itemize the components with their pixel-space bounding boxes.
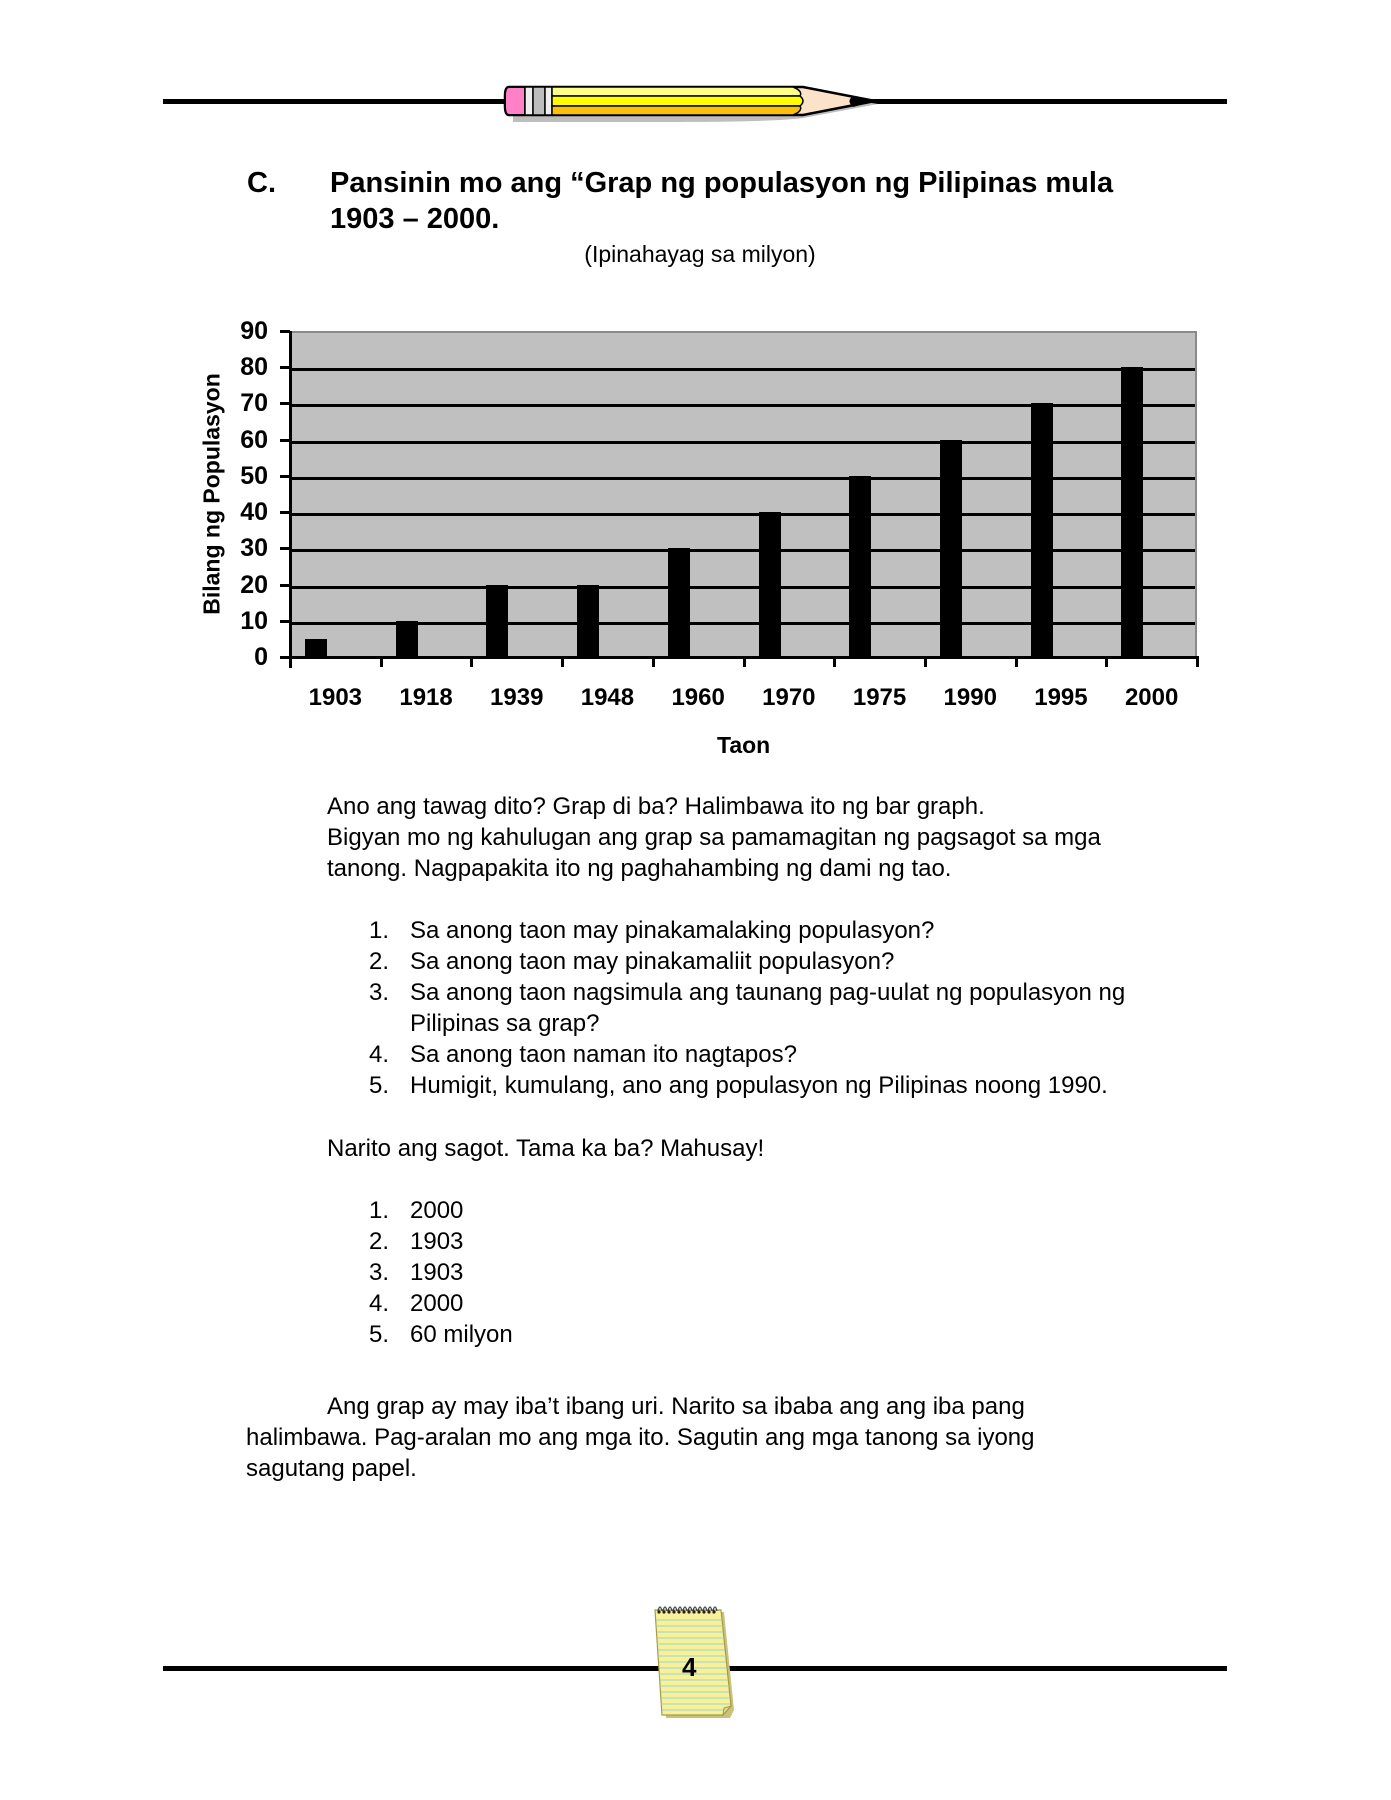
intro-line: Ano ang tawag dito? Grap di ba? Halimbawa ito ng bar graph.	[327, 793, 985, 820]
gridline	[290, 404, 1195, 407]
section-title-line1: Pansinin mo ang “Grap ng populasyon ng Pilipinas mula	[330, 167, 1114, 199]
bar-1918	[396, 621, 418, 657]
bar-2000	[1121, 367, 1143, 657]
footer-rule-left	[163, 1666, 663, 1671]
bar-1995	[1031, 403, 1053, 657]
bar-1948	[577, 585, 599, 657]
x-tick-label: 1939	[490, 684, 544, 711]
gridline	[290, 549, 1195, 552]
x-axis-title: Taon	[717, 732, 771, 758]
bar-1975	[849, 476, 871, 657]
chart-subtitle: (Ipinahayag sa milyon)	[584, 241, 816, 267]
y-axis-line	[289, 331, 292, 668]
pencil-icon	[503, 82, 883, 124]
bar-1990	[940, 440, 962, 657]
closing-line: halimbawa. Pag-aralan mo ang mga ito. Sagutin ang mga tanong sa iyong	[246, 1424, 1035, 1451]
x-tick	[924, 657, 927, 667]
bar-1960	[668, 548, 690, 657]
x-tick	[743, 657, 746, 667]
y-tick-label: 40	[240, 498, 268, 527]
bar-1970	[759, 512, 781, 657]
section-title-line2: 1903 – 2000.	[330, 203, 500, 235]
x-tick-label: 1975	[852, 684, 907, 711]
x-tick	[833, 657, 836, 667]
gridline	[290, 622, 1195, 625]
y-tick-label: 60	[240, 425, 268, 454]
plot-area	[290, 331, 1197, 657]
x-axis-line	[280, 656, 1199, 659]
x-tick-label: 1903	[308, 684, 363, 711]
x-tick-label: 1948	[580, 684, 635, 711]
x-tick-label: 1960	[671, 684, 725, 711]
y-tick-label: 10	[240, 606, 268, 635]
page-number: 4	[682, 1652, 697, 1682]
intro-line: Bigyan mo ng kahulugan ang grap sa pamamagitan ng pagsagot sa mga	[327, 824, 1101, 851]
x-tick	[380, 657, 383, 667]
y-tick-label: 90	[240, 317, 268, 345]
x-tick-label: 2000	[1124, 684, 1179, 711]
x-tick	[561, 657, 564, 667]
x-tick	[1105, 657, 1108, 667]
x-tick	[470, 657, 473, 667]
bar-1939	[486, 585, 508, 657]
y-tick-label: 0	[254, 643, 268, 671]
y-axis-title: Bilang ng Populasyon	[198, 373, 225, 615]
x-tick-label: 1990	[943, 684, 997, 711]
y-tick-label: 50	[240, 461, 268, 490]
y-tick-label: 70	[240, 389, 268, 418]
gridline	[290, 441, 1195, 444]
x-tick	[1015, 657, 1018, 667]
x-tick	[1196, 657, 1199, 667]
section-letter: C.	[247, 167, 276, 199]
y-tick-label: 20	[240, 570, 268, 599]
x-tick	[289, 657, 292, 667]
x-tick-label: 1970	[762, 684, 816, 711]
closing-line: sagutang papel.	[246, 1455, 417, 1482]
x-tick-label: 1918	[399, 684, 453, 711]
bar-1903	[305, 639, 327, 657]
x-tick	[652, 657, 655, 667]
y-tick-label: 80	[240, 353, 268, 382]
closing-line: Ang grap ay may iba’t ibang uri. Narito sa ibaba ang ang iba pang	[327, 1393, 1025, 1420]
gridline	[290, 368, 1195, 371]
intro-line: tanong. Nagpapakita ito ng paghahambing ng dami ng tao.	[327, 855, 952, 882]
y-tick-label: 30	[240, 534, 268, 563]
gridline	[290, 477, 1195, 480]
footer-rule-right	[728, 1666, 1227, 1671]
answers-intro: Narito ang sagot. Tama ka ba? Mahusay!	[327, 1135, 765, 1162]
x-tick-label: 1995	[1034, 684, 1088, 711]
gridline	[290, 513, 1195, 516]
gridline	[290, 586, 1195, 589]
